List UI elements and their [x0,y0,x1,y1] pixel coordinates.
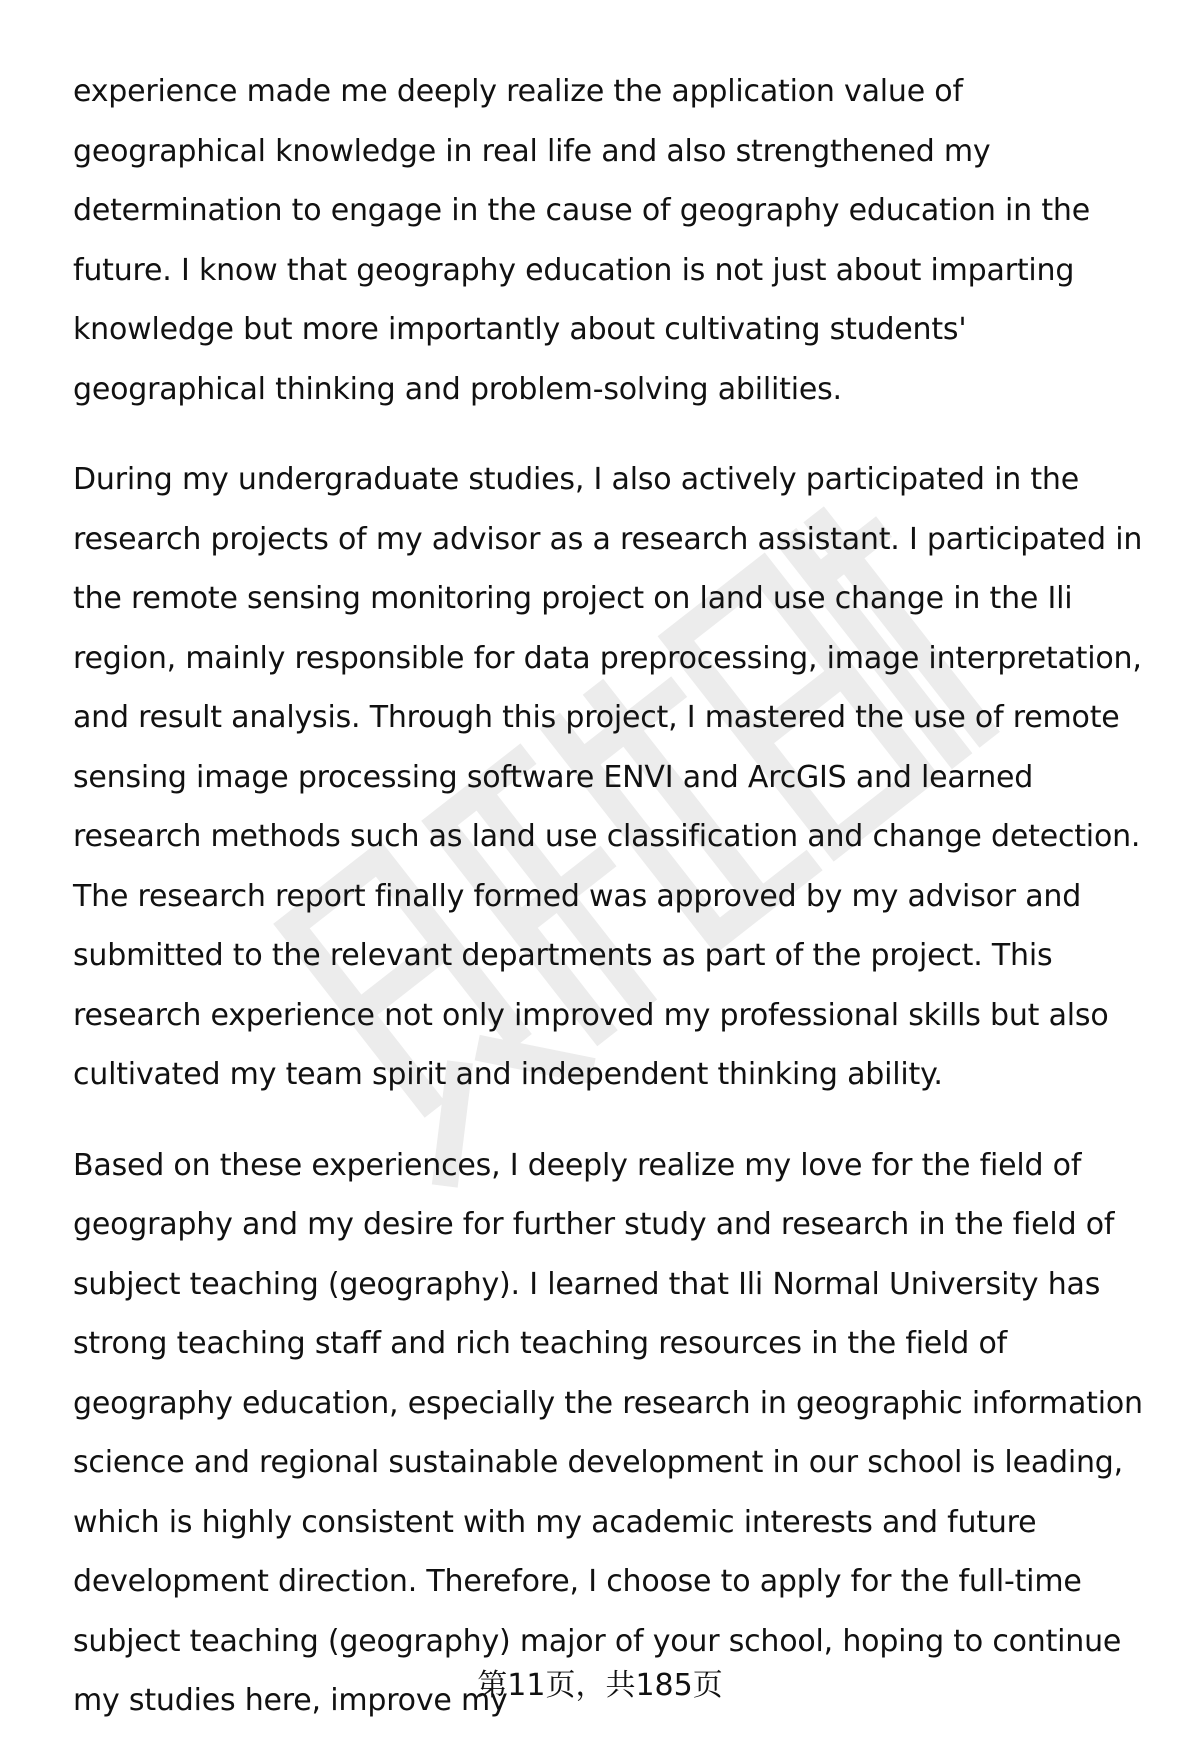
page-number: 第11页，共185页 [477,1668,723,1703]
document-body [73,62,1155,1762]
paragraph-3: Based on these experiences, I deeply realize my love for the field of geography and my desire for further study and research in the field of subject teaching (geography). I learned that Ili Normal University has strong teaching staff and rich teaching resources in the field of geography education, especially the research in geographic information science and regional sustainable development in our school is leading, which is highly consistent with my academic interests and future development direction. Therefore, I choose to apply for the full-time subject teaching (geography) major of your school, hoping to continue my studies here, improve my [73,1147,1143,1718]
paragraph-2: During my undergraduate studies, I also actively participated in the research projects of my advisor as a research assistant. I participated in the remote sensing monitoring project on land use change in the Ili region, mainly responsible for data preprocessing, image interpretation, and result analysis. Through this project, I mastered the use of remote sensing image processing software ENVI and ArcGIS and learned research methods such as land use classification and change detection. The research report finally formed was approved by my advisor and submitted to the relevant departments as part of the project. This research experience not only improved my professional skills but also cultivated my team spirit and independent thinking ability. [73,462,1143,1092]
paragraph-1: experience made me deeply realize the application value of geographical knowledge in real life and also strengthened my determination to engage in the cause of geography education in the future. I know that geography education is not just about imparting knowledge but more importantly about cultivating students' geographical thinking and problem-solving abilities. [73,74,1090,407]
